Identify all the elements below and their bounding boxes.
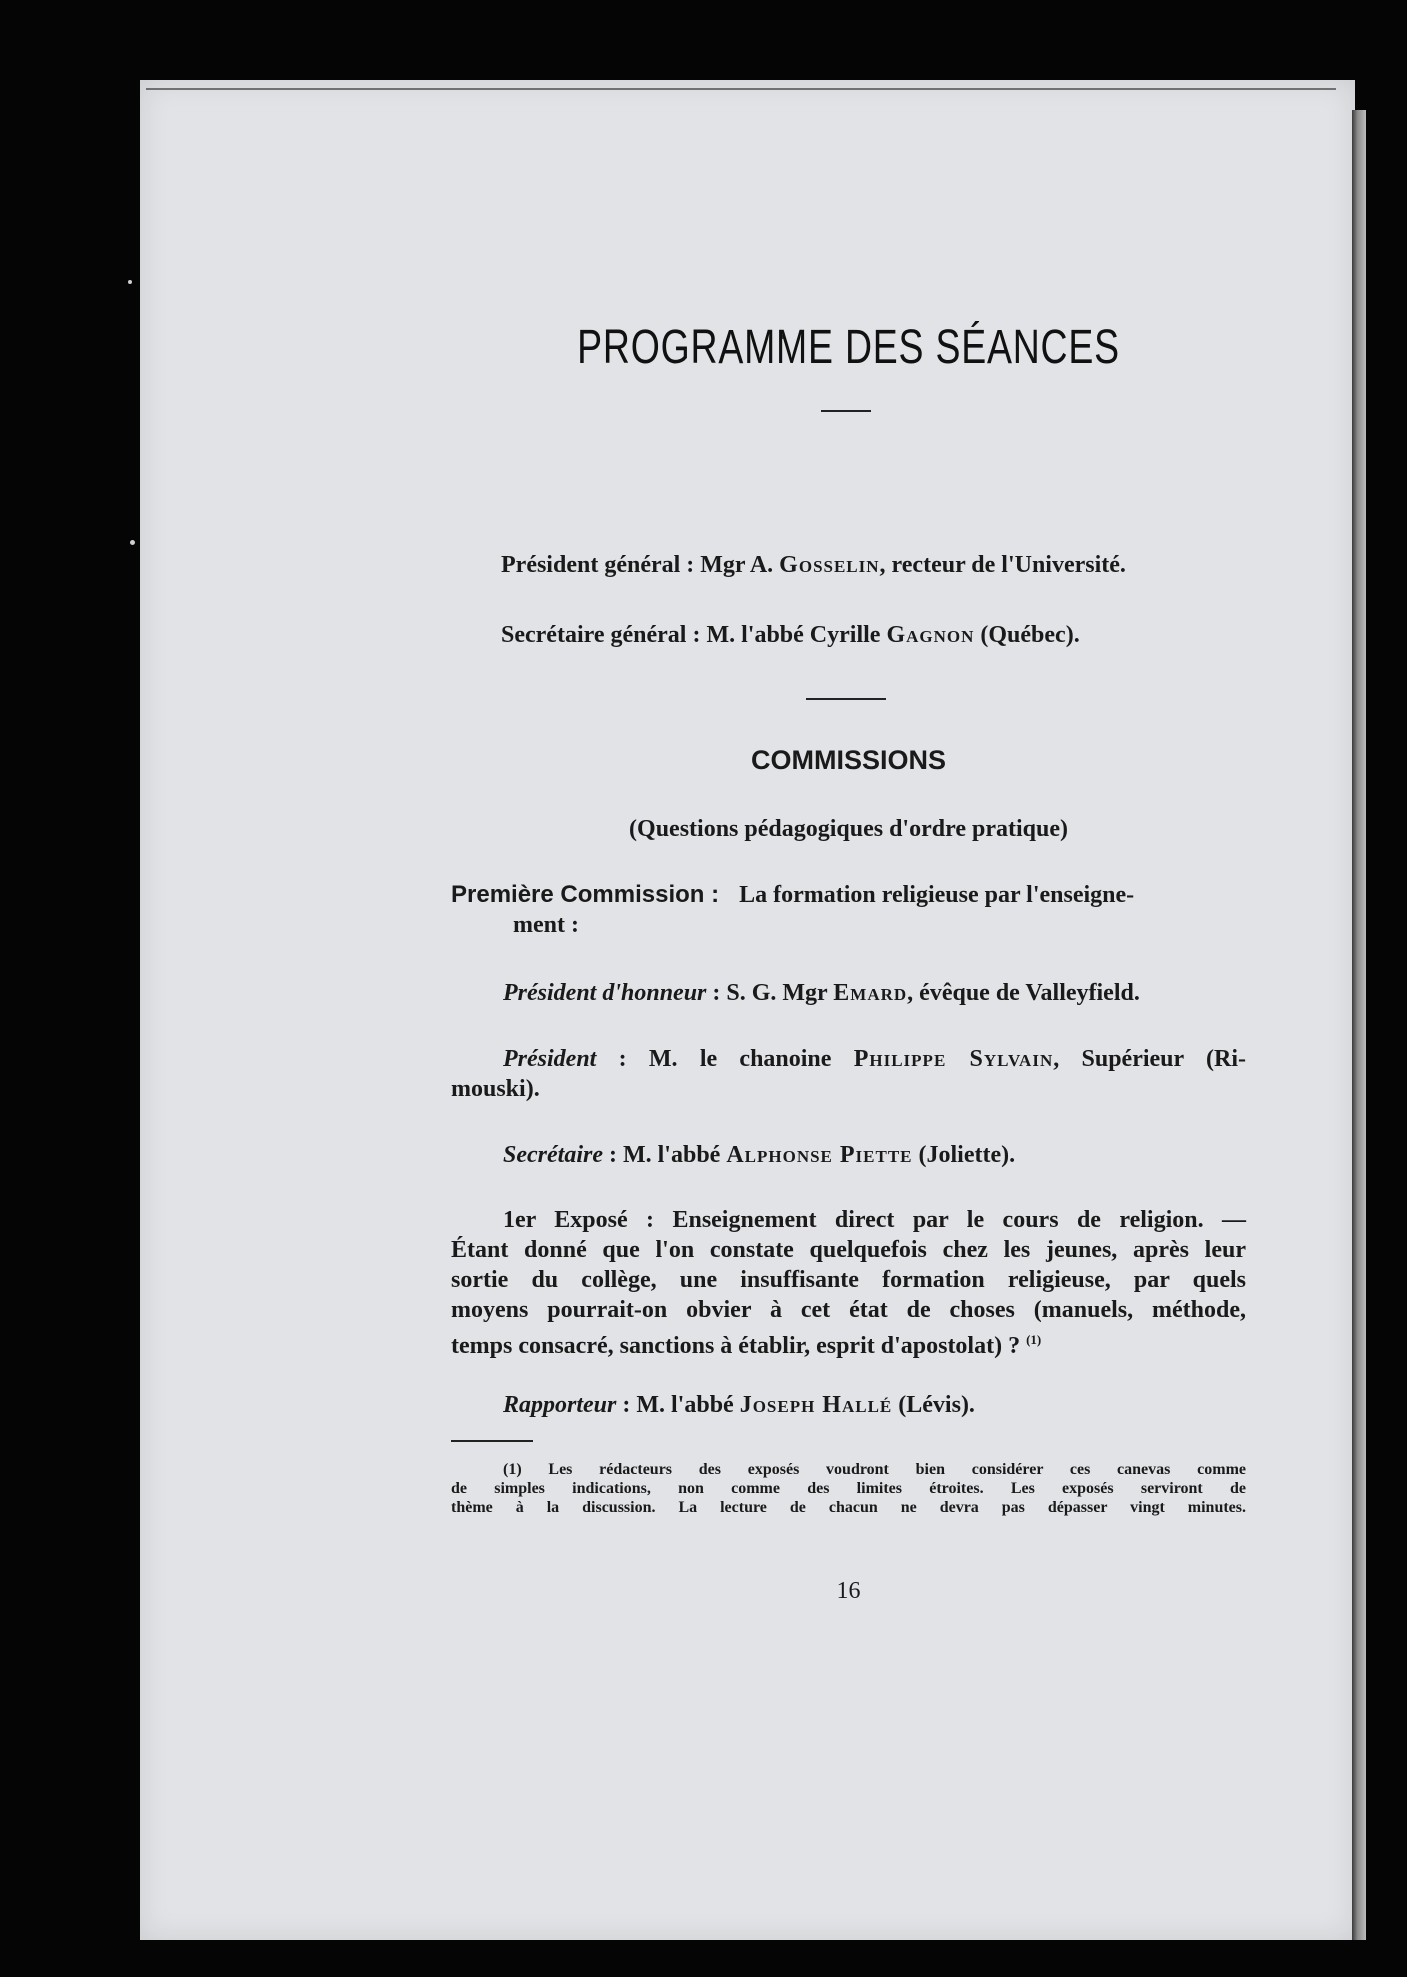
- first-commission-topic: La formation religieuse par l'enseigne-: [739, 882, 1135, 908]
- secretary-general-line: Secrétaire général : M. l'abbé Cyrille Gagnon (Québec).: [501, 622, 1080, 648]
- honorary-president-label: Président d'honneur: [503, 980, 707, 1006]
- president-general-line: Président général : Mgr A. Gosselin, recteur de l'Université.: [501, 552, 1126, 578]
- honorary-president-name: Emard: [833, 980, 908, 1006]
- expose-line-4: moyens pourrait-on obvier à cet état de choses (manuels, méthode,: [451, 1297, 1246, 1323]
- scan-speck: [128, 280, 132, 284]
- page-edge-shadow: [1352, 110, 1366, 1940]
- secretary-general-name: Gagnon: [886, 622, 975, 648]
- expose-line-3: sortie du collège, une insuffisante formation religieuse, par quels: [451, 1267, 1246, 1293]
- rapporteur-label: Rapporteur: [503, 1392, 617, 1418]
- president-general-label: Président général :: [501, 552, 695, 578]
- commissions-subheading: (Questions pédagogiques d'ordre pratique): [629, 816, 1068, 842]
- commission-secretary-label: Secrétaire: [503, 1142, 603, 1168]
- commissions-heading: COMMISSIONS: [750, 745, 946, 775]
- commission-secretary-line: Secrétaire : M. l'abbé Alphonse Piette (Joliette).: [503, 1142, 1016, 1168]
- commission-president-line-continued: mouski).: [451, 1076, 540, 1102]
- commission-president-line: Président : M. le chanoine Philippe Sylvain, Supérieur (Ri-: [503, 1046, 1246, 1072]
- president-general-name: Gosselin: [779, 552, 880, 578]
- secretary-general-label: Secrétaire général :: [501, 622, 701, 648]
- footnote-line-2: de simples indications, non comme des limites étroites. Les exposés serviront de: [451, 1480, 1246, 1497]
- page-title: PROGRAMME DES SÉANCES: [577, 321, 1120, 374]
- first-commission-topic-continued: ment :: [513, 912, 579, 938]
- footnote-reference: (1): [1026, 1332, 1042, 1347]
- commission-president-name: Philippe Sylvain: [853, 1046, 1054, 1072]
- first-commission-label: Première Commission :: [451, 881, 720, 908]
- expose-line-1: 1er Exposé : Enseignement direct par le cours de religion. —: [503, 1207, 1246, 1233]
- footnote-line-1: (1) Les rédacteurs des exposés voudront bien considérer ces canevas comme: [503, 1461, 1246, 1478]
- scan-speck: [130, 540, 135, 545]
- page-top-rule: [146, 88, 1336, 90]
- officers-divider: [806, 698, 886, 700]
- rapporteur-line: Rapporteur : M. l'abbé Joseph Hallé (Lévis).: [503, 1392, 975, 1418]
- honorary-president-line: Président d'honneur : S. G. Mgr Emard, évêque de Valleyfield.: [503, 980, 1140, 1006]
- title-divider: [821, 410, 871, 412]
- expose-line-5: temps consacré, sanctions à établir, esprit d'apostolat) ? $^{(1)}$: [451, 1332, 1042, 1359]
- footnote-rule: [451, 1440, 533, 1442]
- expose-line-2: Étant donné que l'on constate quelquefois chez les jeunes, après leur: [451, 1237, 1246, 1263]
- page-number: 16: [836, 1578, 861, 1604]
- commission-president-label: Président: [503, 1046, 597, 1072]
- first-commission-line: [451, 880, 1246, 910]
- footnote-line-3: thème à la discussion. La lecture de chacun ne devra pas dépasser vingt minutes.: [451, 1499, 1246, 1516]
- commission-secretary-name: Alphonse Piette: [726, 1142, 913, 1168]
- rapporteur-name: Joseph Hallé: [739, 1392, 893, 1418]
